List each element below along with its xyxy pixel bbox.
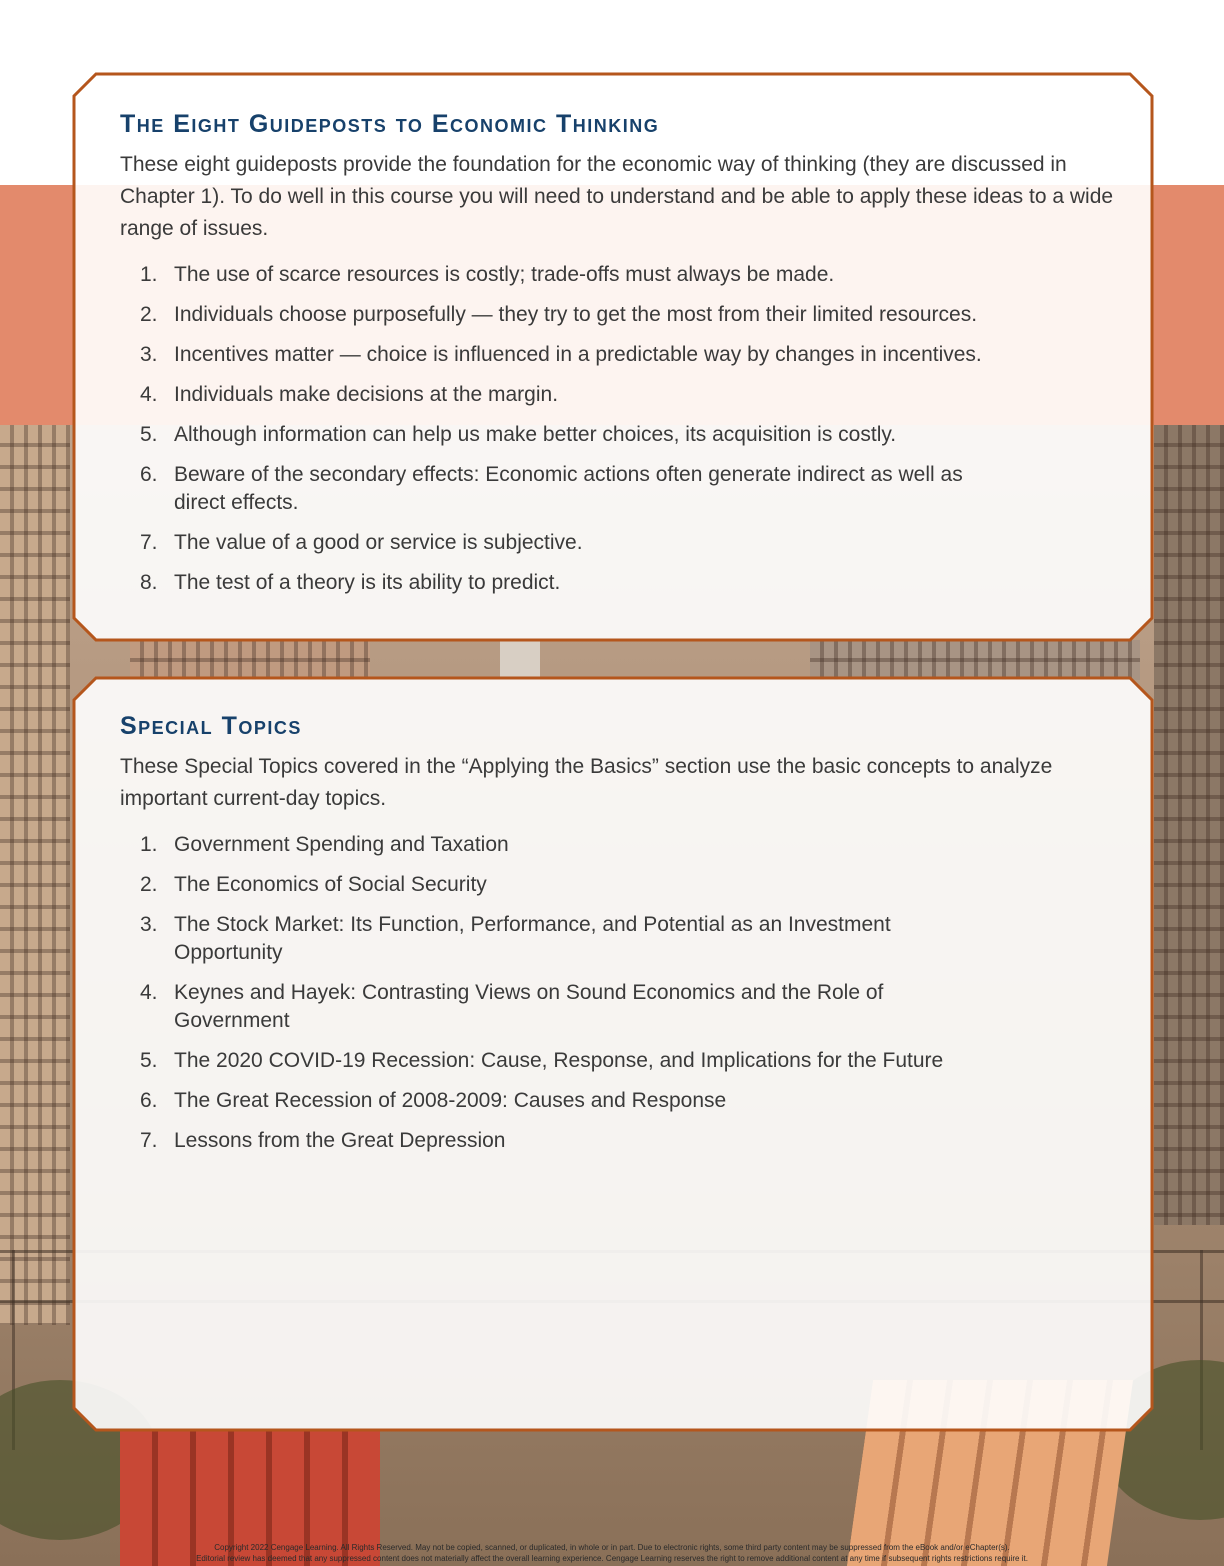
list-text: The Economics of Social Security bbox=[174, 873, 487, 896]
guideposts-panel bbox=[72, 72, 1154, 642]
special-topics-heading bbox=[120, 714, 1118, 739]
list-number: 5. bbox=[140, 423, 158, 446]
copyright-line-1: Copyright 2022 Cengage Learning. All Rights Reserved. May not be copied, scanned, or duplicated, in whole or in part. Due to electronic rights, some third party content may be suppressed from the eBook and/or eChapter(s). bbox=[214, 1543, 1010, 1552]
special-topics-list bbox=[120, 831, 1118, 1155]
list-number: 8. bbox=[140, 571, 158, 594]
list-number: 6. bbox=[140, 463, 158, 486]
guideposts-intro: These eight guideposts provide the foundation for the economic way of thinking (they are discussed in Chapter 1). To do well in this course you will need to understand and be able to apply these ideas to a wide range of issues. bbox=[120, 153, 1114, 240]
list-item bbox=[120, 341, 1118, 369]
copyright-footer bbox=[0, 1542, 1224, 1564]
building-right bbox=[1154, 425, 1224, 1225]
list-number: 2. bbox=[140, 303, 158, 326]
list-number: 4. bbox=[140, 981, 158, 1004]
guideposts-list bbox=[120, 261, 1118, 597]
list-text: The test of a theory is its ability to predict. bbox=[174, 571, 561, 594]
list-item bbox=[120, 831, 1118, 859]
list-text: Keynes and Hayek: Contrasting Views on Sound Economics and the Role of Government bbox=[174, 981, 884, 1032]
list-text: Individuals make decisions at the margin. bbox=[174, 383, 559, 406]
list-number: 2. bbox=[140, 873, 158, 896]
guideposts-heading-text: The Eight Guideposts to Economic Thinking bbox=[120, 110, 660, 138]
list-item bbox=[120, 261, 1118, 289]
list-number: 4. bbox=[140, 383, 158, 406]
list-text: Although information can help us make better choices, its acquisition is costly. bbox=[174, 423, 897, 446]
special-topics-panel bbox=[72, 676, 1154, 1432]
list-number: 5. bbox=[140, 1049, 158, 1072]
list-text: Beware of the secondary effects: Economic actions often generate indirect as well as direct effects. bbox=[174, 463, 963, 514]
list-number: 1. bbox=[140, 833, 158, 856]
list-text: The value of a good or service is subjective. bbox=[174, 531, 583, 554]
list-number: 1. bbox=[140, 263, 158, 286]
list-item bbox=[120, 461, 1118, 517]
list-item bbox=[120, 1047, 1118, 1075]
list-text: Lessons from the Great Depression bbox=[174, 1129, 506, 1152]
list-item bbox=[120, 871, 1118, 899]
list-text: The 2020 COVID-19 Recession: Cause, Response, and Implications for the Future bbox=[174, 1049, 944, 1072]
guideposts-content bbox=[120, 72, 1118, 597]
list-text: The use of scarce resources is costly; trade-offs must always be made. bbox=[174, 263, 835, 286]
list-number: 7. bbox=[140, 1129, 158, 1152]
list-text: Government Spending and Taxation bbox=[174, 833, 509, 856]
building-mid-left bbox=[130, 640, 370, 680]
list-item bbox=[120, 979, 1118, 1035]
list-item bbox=[120, 1127, 1118, 1155]
list-item bbox=[120, 911, 1118, 967]
list-item bbox=[120, 381, 1118, 409]
copyright-line-2: Editorial review has deemed that any suppressed content does not materially affect the overall learning experience. Cengage Learning reserves the right to remove additional content at any time if subsequent rights restrictions require it. bbox=[196, 1554, 1028, 1563]
list-item bbox=[120, 529, 1118, 557]
building-mid-center bbox=[500, 640, 540, 680]
special-topics-content bbox=[120, 676, 1118, 1155]
list-text: The Great Recession of 2008-2009: Causes and Response bbox=[174, 1089, 727, 1112]
list-number: 6. bbox=[140, 1089, 158, 1112]
list-number: 3. bbox=[140, 343, 158, 366]
building-left bbox=[0, 425, 70, 1325]
list-item bbox=[120, 569, 1118, 597]
list-text: Incentives matter — choice is influenced in a predictable way by changes in incentives. bbox=[174, 343, 982, 366]
list-number: 7. bbox=[140, 531, 158, 554]
list-number: 3. bbox=[140, 913, 158, 936]
building-mid-right bbox=[810, 640, 1140, 680]
guideposts-heading bbox=[120, 112, 1118, 137]
list-item bbox=[120, 421, 1118, 449]
list-item bbox=[120, 1087, 1118, 1115]
special-topics-heading-text: Special Topics bbox=[120, 712, 302, 740]
list-item bbox=[120, 301, 1118, 329]
list-text: Individuals choose purposefully — they try to get the most from their limited resources. bbox=[174, 303, 978, 326]
list-text: The Stock Market: Its Function, Performance, and Potential as an Investment Opportunity bbox=[174, 913, 891, 964]
special-topics-intro: These Special Topics covered in the “Applying the Basics” section use the basic concepts to analyze important current-day topics. bbox=[120, 755, 1053, 810]
